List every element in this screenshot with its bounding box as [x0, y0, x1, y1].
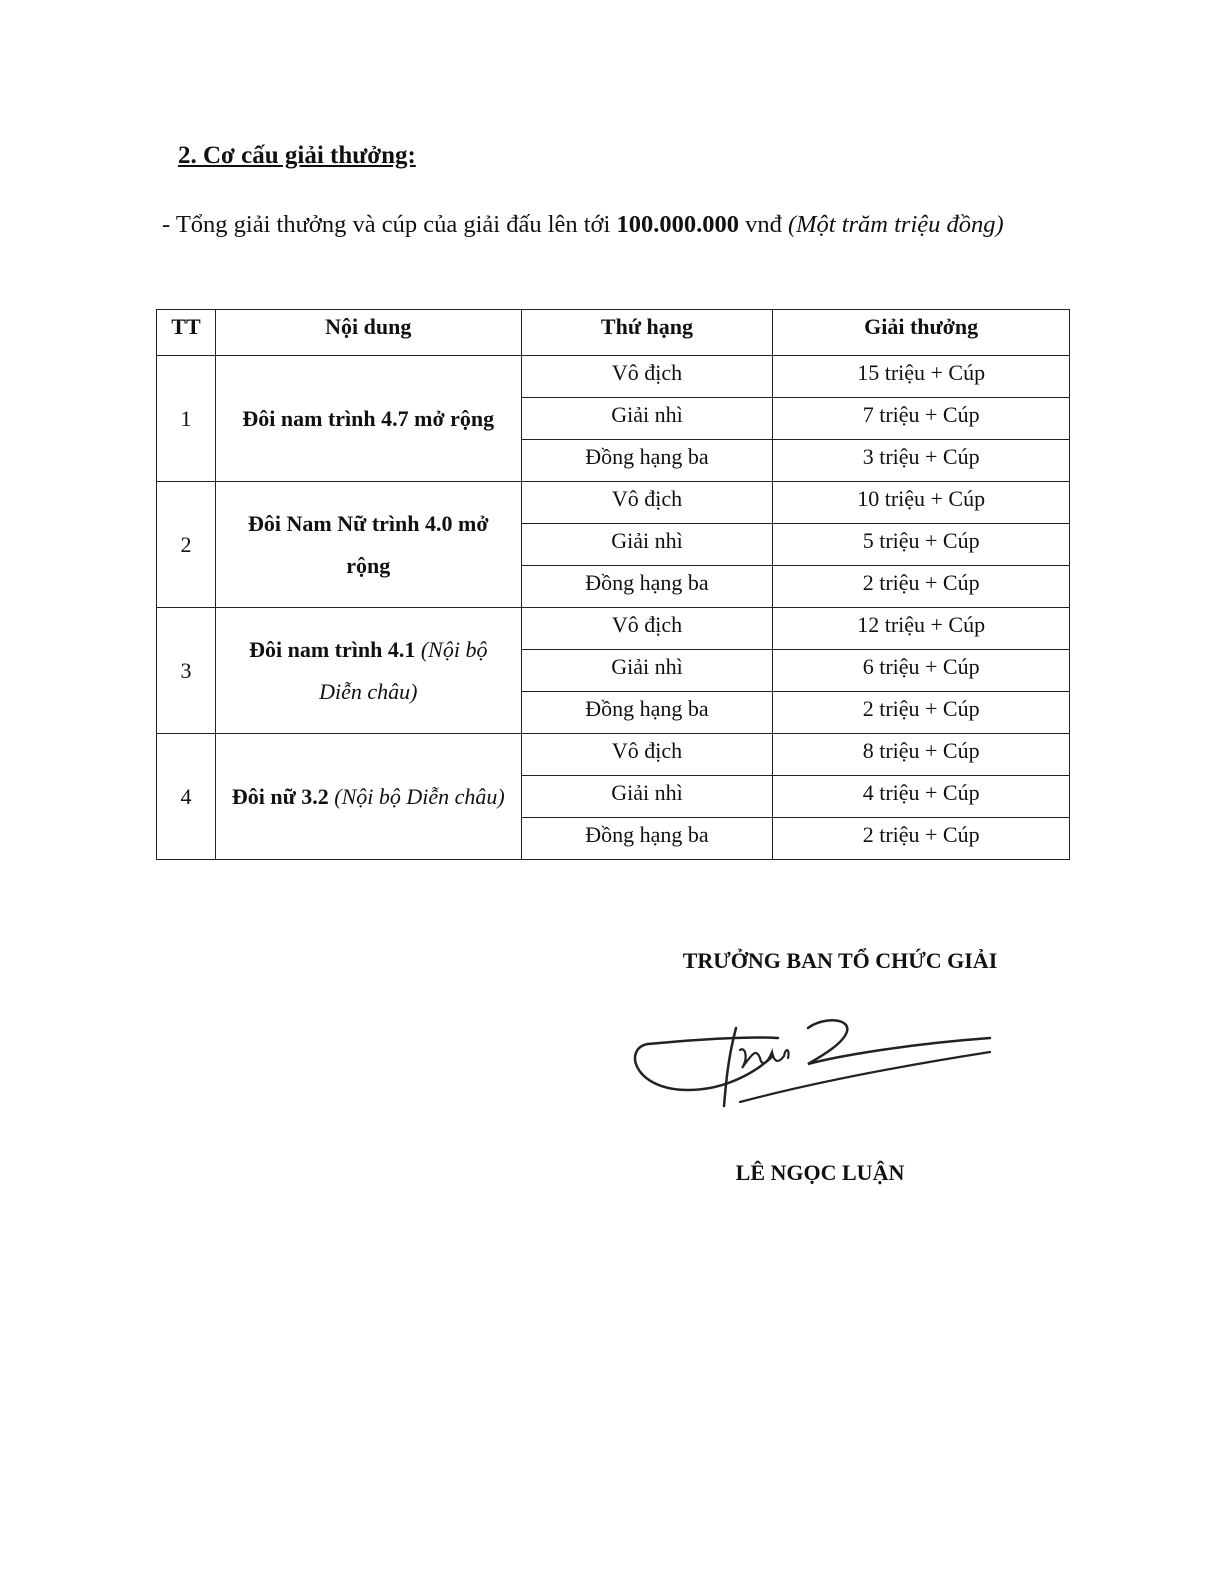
event-content [215, 482, 521, 608]
prize-cell: 8 triệu + Cúp [773, 734, 1070, 776]
prize-cell: 2 triệu + Cúp [773, 566, 1070, 608]
rank-cell: Đồng hạng ba [521, 440, 773, 482]
row-number: 2 [157, 482, 216, 608]
row-number: 4 [157, 734, 216, 860]
event-name: Đôi nữ 3.2 [231, 783, 329, 809]
section-heading: 2. Cơ cấu giải thưởng: [178, 142, 416, 169]
rank-cell: Giải nhì [521, 650, 773, 692]
handwritten-signature [628, 998, 992, 1138]
currency: vnđ [745, 211, 782, 238]
total-amount: 100.000.000 [616, 211, 739, 238]
header-rank: Thứ hạng [521, 310, 773, 356]
event-content [215, 356, 521, 482]
rank-cell: Giải nhì [521, 524, 773, 566]
prize-cell: 3 triệu + Cúp [773, 440, 1070, 482]
prize-cell: 7 triệu + Cúp [773, 398, 1070, 440]
intro-prefix: - Tổng giải thưởng và cúp của giải đấu lên tới [162, 211, 611, 238]
table-row [157, 608, 1070, 650]
event-name: Đôi nam trình 4.1 [249, 636, 416, 662]
rank-cell: Vô địch [521, 734, 773, 776]
prize-cell: 12 triệu + Cúp [773, 608, 1070, 650]
table-row [157, 734, 1070, 776]
rank-cell: Giải nhì [521, 398, 773, 440]
rank-cell: Vô địch [521, 356, 773, 398]
signer-title: TRƯỞNG BAN TỔ CHỨC GIẢI [682, 948, 998, 973]
prize-cell: 6 triệu + Cúp [773, 650, 1070, 692]
event-note: (Nội bộ Diễn châu) [319, 636, 488, 704]
event-content [215, 734, 521, 860]
event-name: Đôi Nam Nữ trình 4.0 mở rộng [248, 510, 489, 578]
rank-cell: Đồng hạng ba [521, 566, 773, 608]
rank-cell: Đồng hạng ba [521, 692, 773, 734]
prize-cell: 15 triệu + Cúp [773, 356, 1070, 398]
header-prize: Giải thưởng [773, 310, 1070, 356]
row-number: 1 [157, 356, 216, 482]
header-content: Nội dung [215, 310, 521, 356]
table-header-row [157, 310, 1070, 356]
event-content [215, 608, 521, 734]
table-row [157, 482, 1070, 524]
event-name: Đôi nam trình 4.7 mở rộng [242, 405, 495, 431]
signer-name: LÊ NGỌC LUẬN [735, 1160, 905, 1185]
prize-cell: 2 triệu + Cúp [773, 818, 1070, 860]
intro-paragraph [142, 200, 1097, 250]
rank-cell: Đồng hạng ba [521, 818, 773, 860]
prize-table [156, 309, 1070, 860]
rank-cell: Vô địch [521, 608, 773, 650]
row-number: 3 [157, 608, 216, 734]
prize-cell: 2 triệu + Cúp [773, 692, 1070, 734]
prize-table-body [157, 356, 1070, 860]
prize-cell: 5 triệu + Cúp [773, 524, 1070, 566]
event-note: (Nội bộ Diễn châu) [334, 783, 505, 809]
header-tt: TT [157, 310, 216, 356]
amount-words: (Một trăm triệu đồng) [787, 211, 1004, 238]
table-row [157, 356, 1070, 398]
rank-cell: Vô địch [521, 482, 773, 524]
prize-cell: 10 triệu + Cúp [773, 482, 1070, 524]
prize-cell: 4 triệu + Cúp [773, 776, 1070, 818]
rank-cell: Giải nhì [521, 776, 773, 818]
